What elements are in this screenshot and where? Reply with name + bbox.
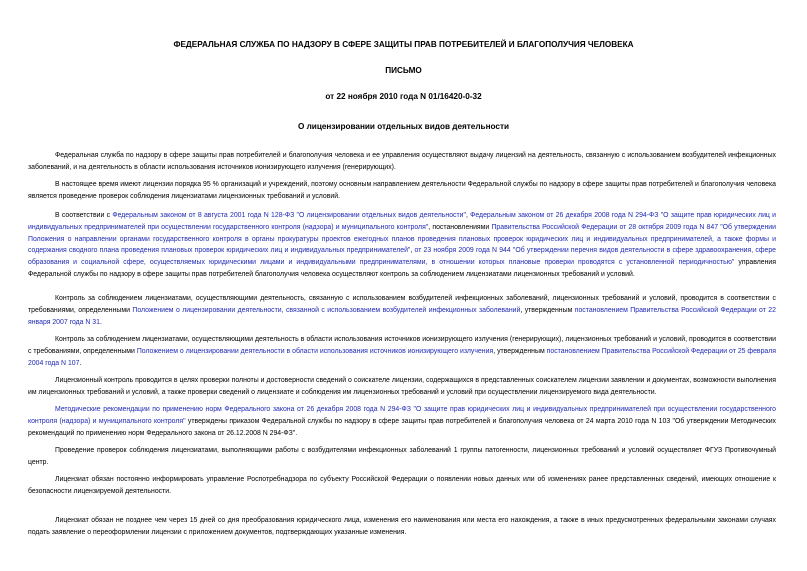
paragraph-text: , утвержденным xyxy=(493,347,547,355)
paragraph-text: Контроль за соблюдением лицензиатами, осуществляющими деятельность в области использования источников ионизирующего излучения (генерирующих), лицензионных требований и условий, проводится в соответствии с требованиями, определенными xyxy=(28,336,776,355)
paragraph xyxy=(28,150,776,174)
legal-reference-link[interactable]: постановлением Правительства Российской Федерации от 22 января 2007 года N 31 xyxy=(28,306,776,326)
paragraph xyxy=(28,404,776,439)
paragraph-text: Федеральная служба по надзору в сфере защиты прав потребителей и благополучия человека и ее управления осуществляют выдачу лицензий на деятельность, связанную с использованием возбудителей инфекционных заболеваний, и на деятельность в области использования источников ионизирующего излучения (генерирующих). xyxy=(28,152,776,171)
legal-reference-link[interactable]: Федеральным законом от 8 августа 2001 года N 128-ФЗ "О лицензировании отдельных видов деятельности" xyxy=(112,212,466,219)
paragraph xyxy=(28,515,776,539)
document-date-number: от 22 ноября 2010 года N 01/16420-0-32 xyxy=(325,92,482,101)
paragraph-text: Лицензиат обязан постоянно информировать управление Роспотребнадзора по субъекту Российской Федерации о появлении новых данных или об изменениях ранее представленных сведений, имеющих отношение к безопасности лицензируемой деятельности. xyxy=(28,476,776,495)
paragraph xyxy=(28,179,776,203)
paragraph xyxy=(28,474,776,498)
paragraph-text: . xyxy=(99,318,102,326)
legal-reference-link[interactable]: Положением о лицензировании деятельности в области использования источников ионизирующего излучения xyxy=(136,347,494,355)
paragraph-text: Лицензионный контроль проводится в целях проверки полноты и достоверности сведений о соискателе лицензии, содержащихся в представленных соискателем лицензии заявлении и документах, возможности выполнения им лицензионных требований и условий, а также проверки сведений о лицензиате и соблюдения им лицензионных требований и условий при осуществлении лицензируемого вида деятельности. xyxy=(28,377,776,396)
legal-reference-link[interactable]: Положением о лицензировании деятельности, связанной с использованием возбудителей инфекционных заболеваний xyxy=(132,306,521,314)
legal-reference-link[interactable]: Правительства Российской Федерации от 28 октября 2009 года N 847 "Об утверждении Положения о направлении органами государственного контроля в органы прокуратуры проектов ежегодных планов проведения плановых проверок юридических лиц и индивидуальных предпринимателей, а также формы и содержания сводного плана проведения плановых проверок юридических лиц и индивидуальных предпринимателей" xyxy=(28,223,776,255)
paragraph xyxy=(28,334,776,369)
paragraph-text: , xyxy=(410,247,415,255)
paragraph-text: Контроль за соблюдением лицензиатами, осуществляющими деятельность, связанную с использованием возбудителей инфекционных заболеваний, лицензионных требований и условий, проводится в соответствии с требованиями, определенными xyxy=(28,295,776,314)
paragraph xyxy=(28,375,776,399)
legal-reference-link[interactable]: Методические рекомендации по применению норм Федерального закона от 26 декабря 2008 года N 294-ФЗ "О защите прав юридических лиц и индивидуальных предпринимателей при осуществлении государственного контроля (надзора) и муниципального контроля" xyxy=(28,406,776,425)
paragraph-text: , постановлениями xyxy=(428,223,492,231)
paragraph xyxy=(28,445,776,469)
paragraph-text: Проведение проверок соблюдения лицензиатами, выполняющими работы с возбудителями инфекционных заболеваний 1 группы патогенности, лицензионных требований и условий осуществляет ФГУЗ Противочумный центр. xyxy=(28,447,776,466)
paragraph-text: . xyxy=(79,359,82,367)
paragraph-text: утверждены приказом Федеральной службы по надзору в сфере защиты прав потребителей и благополучия человека от 24 марта 2010 года N 103 "Об утверждении Методических рекомендаций по применению норм Федерального закона от 26.12.2008 N 294-ФЗ". xyxy=(28,417,777,437)
document-subject: О лицензировании отдельных видов деятельности xyxy=(297,122,510,131)
paragraph-text: управления Федеральной службы по надзору в сфере защиты прав потребителей благополучия человека осуществляют контроль за соблюдением лицензиатами лицензионных требований и условий. xyxy=(28,259,776,278)
legal-reference-link[interactable]: постановлением Правительства Российской Федерации от 25 февраля 2004 года N 107 xyxy=(28,347,777,367)
legal-reference-link[interactable]: от 23 ноября 2009 года N 944 "Об утверждении перечня видов деятельности в сфере здравоохранения, сфере образования и социальной сфере, осуществляемых юридическими лицами и индивидуальными предпринимателями, в отношении которых плановые проверки проводятся с установленной периодичностью" xyxy=(28,247,776,267)
paragraph xyxy=(28,293,776,328)
agency-title: ФЕДЕРАЛЬНАЯ СЛУЖБА ПО НАДЗОРУ В СФЕРЕ ЗАЩИТЫ ПРАВ ПОТРЕБИТЕЛЕЙ И БЛАГОПОЛУЧИЯ ЧЕЛОВЕКА xyxy=(173,40,634,49)
document-type: ПИСЬМО xyxy=(385,66,422,75)
legal-reference-link[interactable]: Федеральным законом от 26 декабря 2008 года N 294-ФЗ "О защите прав юридических лиц и индивидуальных предпринимателей при осуществлении государственного контроля (надзора) и муниципального контроля" xyxy=(28,212,776,231)
paragraph-text: Лицензиат обязан не позднее чем через 15 дней со дня преобразования юридического лица, изменения его наименования или места его нахождения, а также в иных предусмотренных федеральными законами случаях подать заявление о переоформлении лицензии с приложением документов, подтверждающих указанные изменения. xyxy=(28,517,776,536)
paragraph-text: В соответствии с xyxy=(55,212,113,219)
paragraph-text: , утвержденным xyxy=(520,306,575,314)
paragraph-text: В настоящее время имеют лицензии порядка 95 % организаций и учреждений, поэтому основным направлением деятельности Федеральной службы по надзору в сфере защиты прав потребителей и благополучия человека является проведение проверок соблюдения лицензиатами лицензионных требований и условий. xyxy=(28,181,776,200)
paragraph xyxy=(28,210,776,281)
paragraph-text: , xyxy=(465,212,471,219)
